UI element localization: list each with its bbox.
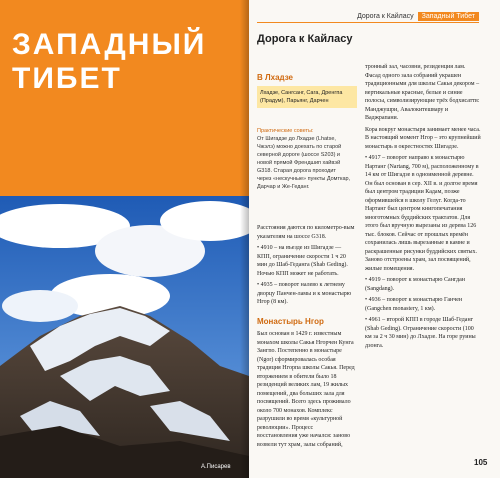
tips-line: Дарчар и Же-Геданг. [257,184,310,190]
section-heading: Дорога к Кайласу [257,33,353,45]
running-header [257,11,479,23]
route-highlight-box: Лхадзе, Сангсанг, Сага, Дренгпа (Прадум), Парьянг, Дарчен [257,86,357,108]
paragraph: • 4919 – поворот к монастырю Сангдан (Sangdang). [365,277,465,292]
paragraph: • 4917 – поворот направо к монастырю Нартанг (Nartang, 700 м), расположенному в 14 км от Шигадзе в одноименной деревне. Он был основан в сер. XII в. и долгое время был центром традиции Кадам, позже оформившейся в школу Гелуг. Когда-то Нартанг был центром книгопечатания многотомных буддийских трактатов. Для этого был вручную вырезаны из дерева 126 тыс. блоков. Сейчас от прошлых времён сохранилась лишь вырезанные в камне и раскрашенные рисунки буддийских святых. Заново отстроены храм, зал посвящений, жилые помещения. [365,155,479,272]
chapter-title-line1: ЗАПАДНЫЙ [12,28,207,61]
page-number: 105 [474,458,488,467]
paragraph: • 4935 – поворот налево к летнему дворцу Панчен-ламы и к монастырю Нгор (8 км). [257,282,352,305]
running-head-section: Западный Тибет [418,12,479,21]
tips-line: Чжэлэ) можно доехать по старой [257,144,342,150]
right-page [249,0,500,478]
paragraph: • 4936 – поворот к монастырю Ганчен (Gangchen monastery, 1 км). [365,297,463,312]
body-column-left-top [257,224,355,310]
photo-credit: А.Писарев [201,464,231,470]
body-column-left-bottom [257,330,355,452]
tips-line: северной дороге (шоссе S203) и [257,152,341,158]
paragraph: • 4961 – второй КПП в городе Шаб-Геданг (Shab Geding). Ограничение скорости (100 км за 2 ч 30 мин) до Лхадзе. На горе руины дзонга. [365,317,476,349]
tips-text [257,135,355,191]
subheading-monastery: Монастырь Нгор [257,317,324,326]
page-gutter-shadow [240,0,249,478]
tips-label: Практические советы: [257,128,314,134]
paragraph: • 4910 – на въезде из Шигадзе — КПП, ограничение скорости 1 ч 20 мин до Шаб-Геданга (Shab Geding). Ночью КПП может не работать. [257,245,348,277]
paragraph: Был основан в 1429 г. известным монахом школы Сакья Нгорчен Кунга Зангпо. Постепенно в монастыре (Ngor) сформировалась особая традиция Нгорпа школы Сакья. Перед вторжением в обители было 18 резиденций великих лам, 19 жилых помещений, два больших зала для посвящений. Всего здесь проживало около 700 монахов. Комплекс разрушили во время «культурной революции». Процесс восстановления уже начался: заново возвели тут храм, залы собраний, [257,331,355,448]
chapter-title [12,28,206,96]
subheading: В Лхадзе [257,73,294,82]
tips-line: новой прямой Френдшип хайвэй [257,160,341,166]
tips-line: G318. Старая дорога проходит [257,168,336,174]
paragraph: тронный зал, часовни, резиденция лам. Фасад одного зала собраний украшен традиционными для школы Сакья декором – вертикальные красные, белые и синие полосы, символизирующие трёх бодхисаттв: Манджушри, Авалокитешвару и Ваджрапани. [365,64,480,121]
paragraph: Расстояния даются по километро-вым указателям на шоссе G318. [257,225,355,240]
tips-line: От Шигадзе до Лхадзе (Lhatse, [257,136,336,142]
body-column-right [365,63,481,353]
left-page [0,0,249,478]
title-banner [0,0,249,196]
tips-line: через «нескучные» пункты Домткар, [257,176,351,182]
running-head-title: Дорога к Кайласу [357,13,414,20]
mountain-photo [0,196,249,478]
chapter-title-line2: ТИБЕТ [12,62,122,95]
paragraph: Кора вокруг монастыря занимает менее часа. В настоящий момент Нгор – это крупнейший монастырь в окрестностях Шигадзе. [365,126,481,150]
